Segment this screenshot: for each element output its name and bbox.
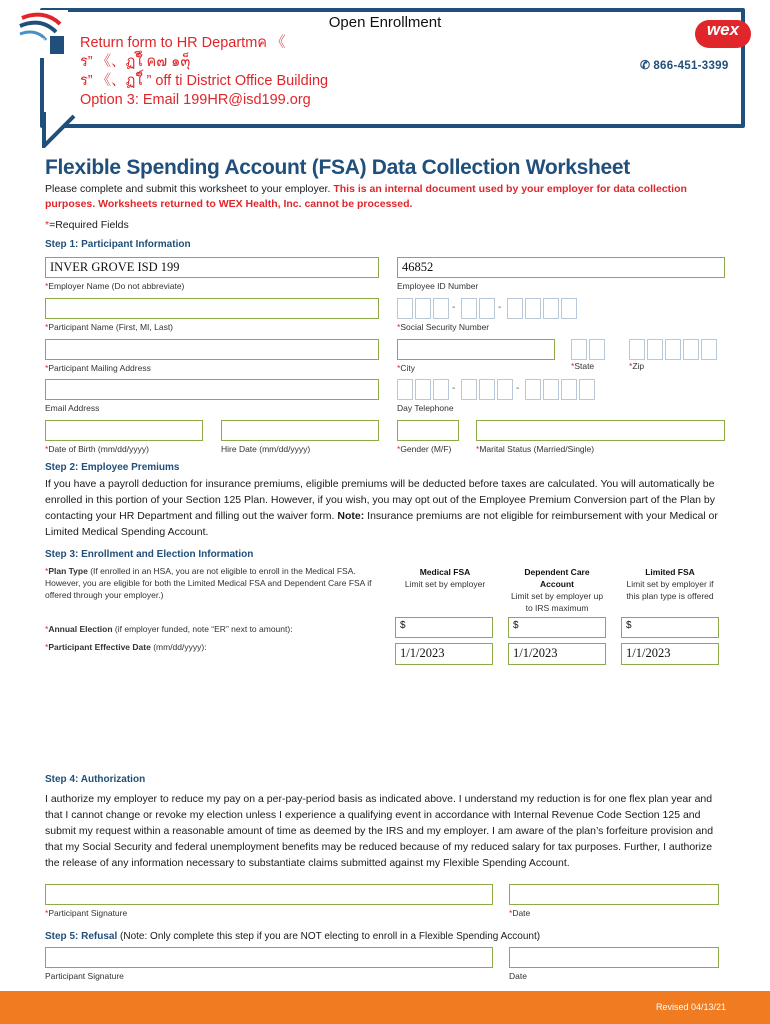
phone-digit-box[interactable] <box>543 379 559 400</box>
employee-id-label: Employee ID Number <box>397 281 479 291</box>
ssn-label: *Social Security Number <box>397 322 490 332</box>
plan-type-label: Plan Type <box>48 566 88 576</box>
step2-heading: Step 2: Employee Premiums <box>45 462 180 473</box>
ssn-digit-box[interactable] <box>433 298 449 319</box>
column-header-dependent <box>508 566 606 614</box>
state-box[interactable] <box>589 339 605 360</box>
dob-field[interactable] <box>45 420 203 441</box>
required-fields-text: =Required Fields <box>49 219 129 231</box>
limited-fsa-election-field[interactable]: $ <box>621 617 719 638</box>
callout-tail <box>40 112 76 148</box>
limited-fsa-effective-date[interactable]: 1/1/2023 <box>621 643 719 665</box>
ssn-digit-box[interactable] <box>561 298 577 319</box>
revised-date: Revised 04/13/21 <box>655 1002 726 1012</box>
zip-box[interactable] <box>647 339 663 360</box>
city-field[interactable] <box>397 339 555 360</box>
refusal-signature-field[interactable] <box>45 947 493 968</box>
gender-field[interactable] <box>397 420 459 441</box>
column-title: Medical FSA <box>419 567 471 577</box>
phone-digit-box[interactable] <box>525 379 541 400</box>
authorization-signature-label: *Participant Signature <box>45 908 128 918</box>
plan-type-desc: (If enrolled in an HSA, you are not eligible to enroll in the Medical FSA. However, you are eligible for both the Limited Medical FSA and Dependent Care FSA if offered through your employer.) <box>45 566 372 600</box>
column-sub: Limit set by employer <box>404 579 486 589</box>
authorization-text: I authorize my employer to reduce my pay on a per-pay-period basis as indicated above. I understand my reduction is for one flex plan year and that I cannot change or revoke my election unless I experience a qualifying event in accordance with Internal Revenue Code Section 125 and submit my request within a reasonable amount of time as deemed by the IRS and my employer. I am aware of the plan’s forfeiture provision and that my Social Security and federal unemployment benefits may be reduced because of my reduced salary for tax purposes. Further, I authorize the release of any information necessary to substantiate claims submitted against my Flexible Spending Account. <box>45 793 714 869</box>
intro-wex: WEX Health, Inc. <box>218 198 302 210</box>
ssn-digit-box[interactable] <box>461 298 477 319</box>
ssn-digit-box[interactable] <box>397 298 413 319</box>
step5-heading <box>45 931 540 942</box>
ssn-separator: - <box>498 302 502 313</box>
hire-date-label: Hire Date (mm/dd/yyyy) <box>221 444 311 454</box>
zip-box[interactable] <box>683 339 699 360</box>
refusal-signature-label: Participant Signature <box>45 971 124 981</box>
annual-election-label: *Annual Election (if employer funded, note “ER” next to amount): <box>45 624 293 634</box>
phone-digit-box[interactable] <box>433 379 449 400</box>
authorization-date-label: *Date <box>509 908 531 918</box>
phone-digit-box[interactable] <box>397 379 413 400</box>
ssn-digit-box[interactable] <box>415 298 431 319</box>
wex-logo-text: wex <box>706 20 740 39</box>
document-title: Flexible Spending Account (FSA) Data Collection Worksheet <box>45 156 630 179</box>
step1-heading: Step 1: Participant Information <box>45 239 191 250</box>
column-sub: Limit set by employer up to IRS maximum <box>510 591 604 613</box>
plan-type-text: *Plan Type (If enrolled in an HSA, you are not eligible to enroll in the Medical FSA. However, you are eligible for both the Limited Medical FSA and Dependent Care FSA if offered through your employer.) <box>45 566 372 600</box>
mailing-address-field[interactable] <box>45 339 379 360</box>
required-fields-note: *=Required Fields <box>45 219 129 231</box>
step4-heading: Step 4: Authorization <box>45 774 146 785</box>
medical-fsa-election-field[interactable]: $ <box>395 617 493 638</box>
column-header-medical <box>397 566 493 590</box>
participant-name-label: *Participant Name (First, MI, Last) <box>45 322 174 332</box>
phone-separator: - <box>452 383 456 394</box>
city-label: *City <box>397 363 415 373</box>
email-field[interactable] <box>45 379 379 400</box>
zip-label: *Zip <box>629 361 645 371</box>
employer-name-field[interactable]: INVER GROVE ISD 199 <box>45 257 379 278</box>
day-telephone-label: Day Telephone <box>397 403 454 413</box>
zip-box[interactable] <box>629 339 645 360</box>
return-line-4: Option 3: Email 199HR@isd199.org <box>80 92 311 108</box>
step3-heading: Step 3: Enrollment and Election Information <box>45 549 254 560</box>
zip-box[interactable] <box>701 339 717 360</box>
zip-box[interactable] <box>665 339 681 360</box>
state-label: *State <box>571 361 595 371</box>
return-line-1: Return form to HR Departmค 《 <box>80 35 286 51</box>
step2-note-text: Insurance premiums are not eligible for reimbursement with your Medical or Limited Medical Spending Account. <box>45 510 718 538</box>
ssn-digit-box[interactable] <box>507 298 523 319</box>
phone-digit-box[interactable] <box>579 379 595 400</box>
return-line-3: ร” 《、ฏใั์ ” off ti District Office Building <box>80 73 329 89</box>
effective-date-label: *Participant Effective Date (mm/dd/yyyy): <box>45 642 207 652</box>
phone-text: 866-451-3399 <box>653 60 729 72</box>
medical-fsa-effective-date[interactable]: 1/1/2023 <box>395 643 493 665</box>
marital-status-field[interactable] <box>476 420 725 441</box>
open-enrollment-heading: Open Enrollment <box>328 14 442 31</box>
isd-logo-text: ISD 199 <box>36 38 46 50</box>
phone-digit-box[interactable] <box>415 379 431 400</box>
intro-warning-end: cannot be processed. <box>304 198 413 210</box>
phone-number <box>640 58 729 72</box>
mailing-address-label: *Participant Mailing Address <box>45 363 151 373</box>
employee-id-field[interactable]: 46852 <box>397 257 725 278</box>
step5-note: (Note: Only complete this step if you are NOT electing to enroll in a Flexible Spending Account) <box>120 931 541 942</box>
intro-plain: Please complete and submit this worksheet to your employer. <box>45 183 331 195</box>
authorization-date-field[interactable] <box>509 884 719 905</box>
phone-icon: ✆ <box>640 58 651 72</box>
intro-text <box>45 182 735 212</box>
column-title: Limited FSA <box>645 567 695 577</box>
step2-body: If you have a payroll deduction for insurance premiums, eligible premiums will be deducted before taxes are calculated. You will automatically be enrolled in this portion of your Section 125 Plan. However, if you wish, you may opt out of the Employee Premium Conversion part of the Plan by contacting your HR Department and filling out the waiver form. <box>45 478 716 522</box>
return-line-2: ร” 《、ฏใัึ ค๗ ๑๓ุ็ <box>80 54 191 70</box>
ssn-digit-box[interactable] <box>479 298 495 319</box>
state-box[interactable] <box>571 339 587 360</box>
step5-title: Step 5: Refusal <box>45 931 118 942</box>
return-instructions <box>80 34 328 110</box>
column-header-limited <box>621 566 719 602</box>
gender-label: *Gender (M/F) <box>397 444 452 454</box>
column-sub: Limit set by employer if this plan type is offered <box>626 579 714 601</box>
dependent-care-election-field[interactable]: $ <box>508 617 606 638</box>
refusal-date-label: Date <box>509 971 527 981</box>
ssn-separator: - <box>452 302 456 313</box>
email-label: Email Address <box>45 403 100 413</box>
phone-digit-box[interactable] <box>479 379 495 400</box>
participant-name-field[interactable] <box>45 298 379 319</box>
dependent-care-effective-date[interactable]: 1/1/2023 <box>508 643 606 665</box>
step2-text <box>45 476 725 540</box>
marital-status-label: *Marital Status (Married/Single) <box>476 444 595 454</box>
dob-label: *Date of Birth (mm/dd/yyyy) <box>45 444 149 454</box>
ssn-digit-box[interactable] <box>543 298 559 319</box>
phone-digit-box[interactable] <box>497 379 513 400</box>
phone-digit-box[interactable] <box>461 379 477 400</box>
authorization-signature-field[interactable] <box>45 884 493 905</box>
footer-bar <box>0 991 770 1024</box>
phone-separator: - <box>516 383 520 394</box>
intro-warning: This is an internal document used by your employer for data collection purposes. Worksheets returned to <box>45 183 687 210</box>
ssn-digit-box[interactable] <box>525 298 541 319</box>
column-title: Dependent Care Account <box>524 567 590 589</box>
step2-note-label: Note: <box>337 510 365 522</box>
employer-name-label: *Employer Name (Do not abbreviate) <box>45 281 185 291</box>
hire-date-field[interactable] <box>221 420 379 441</box>
refusal-date-field[interactable] <box>509 947 719 968</box>
phone-digit-box[interactable] <box>561 379 577 400</box>
